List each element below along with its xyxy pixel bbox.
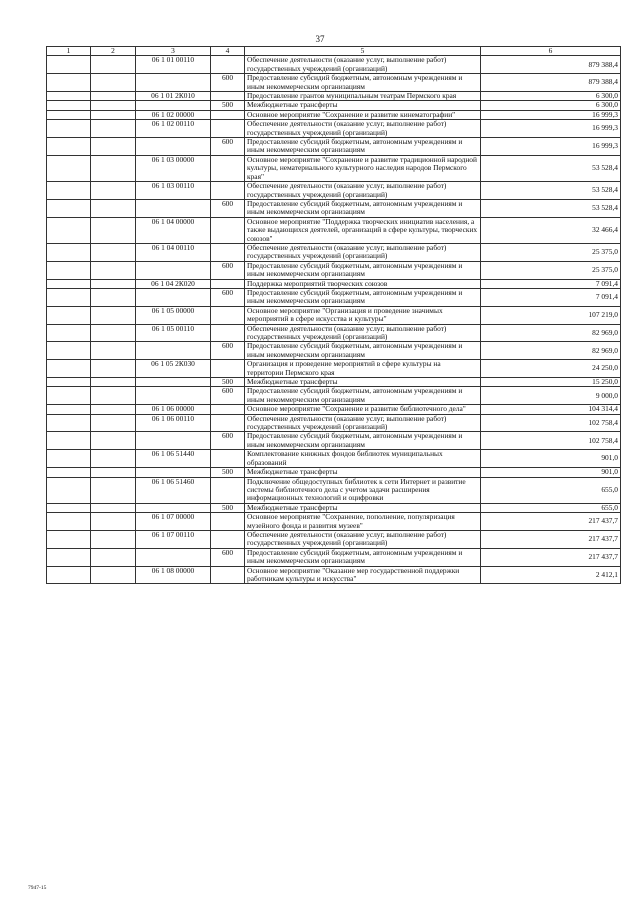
table-row — [47, 261, 621, 279]
cell-col-1 — [47, 450, 91, 468]
cell-col-2 — [91, 306, 136, 324]
expense-type-code: 600 — [211, 261, 245, 279]
target-article-code — [136, 378, 211, 387]
article-name: Предоставление субсидий бюджетным, автономным учреждениям и иным некоммерческим организациям — [245, 387, 481, 405]
target-article-code — [136, 101, 211, 110]
amount: 16 999,3 — [481, 110, 621, 119]
expense-type-code — [211, 182, 245, 200]
target-article-code: 06 1 01 00110 — [136, 56, 211, 74]
target-article-code: 06 1 07 00000 — [136, 513, 211, 531]
expense-type-code — [211, 405, 245, 414]
expense-type-code — [211, 324, 245, 342]
cell-col-2 — [91, 566, 136, 584]
cell-col-2 — [91, 138, 136, 156]
article-name: Обеспечение деятельности (оказание услуг, выполнение работ) государственных учреждений (организаций) — [245, 414, 481, 432]
cell-col-2 — [91, 530, 136, 548]
article-name: Межбюджетные трансферты — [245, 503, 481, 512]
expense-type-code: 500 — [211, 101, 245, 110]
article-name: Предоставление субсидий бюджетным, автономным учреждениям и иным некоммерческим организациям — [245, 138, 481, 156]
cell-col-1 — [47, 182, 91, 200]
article-name: Основное мероприятие "Поддержка творческих инициатив населения, а также выдающихся деятелей, организаций в сфере культуры, творческих союзов" — [245, 217, 481, 243]
table-row — [47, 120, 621, 138]
cell-col-2 — [91, 56, 136, 74]
expense-type-code: 600 — [211, 74, 245, 92]
cell-col-1 — [47, 261, 91, 279]
article-name: Предоставление субсидий бюджетным, автономным учреждениям и иным некоммерческим организациям — [245, 548, 481, 566]
cell-col-1 — [47, 387, 91, 405]
cell-col-1 — [47, 342, 91, 360]
expense-type-code: 600 — [211, 288, 245, 306]
amount: 655,0 — [481, 503, 621, 512]
cell-col-2 — [91, 513, 136, 531]
article-name: Межбюджетные трансферты — [245, 101, 481, 110]
cell-col-1 — [47, 513, 91, 531]
expense-type-code — [211, 477, 245, 503]
table-row — [47, 513, 621, 531]
cell-col-1 — [47, 110, 91, 119]
amount: 102 758,4 — [481, 414, 621, 432]
cell-col-1 — [47, 414, 91, 432]
cell-col-1 — [47, 92, 91, 101]
column-number: 4 — [211, 47, 245, 56]
cell-col-1 — [47, 503, 91, 512]
amount: 217 437,7 — [481, 530, 621, 548]
cell-col-2 — [91, 199, 136, 217]
expense-type-code — [211, 513, 245, 531]
article-name: Поддержка мероприятий творческих союзов — [245, 279, 481, 288]
budget-table — [46, 46, 621, 584]
cell-col-2 — [91, 414, 136, 432]
target-article-code — [136, 288, 211, 306]
cell-col-2 — [91, 182, 136, 200]
table-row — [47, 414, 621, 432]
target-article-code: 06 1 05 2К030 — [136, 360, 211, 378]
amount: 879 388,4 — [481, 74, 621, 92]
target-article-code: 06 1 02 00110 — [136, 120, 211, 138]
target-article-code — [136, 138, 211, 156]
cell-col-2 — [91, 468, 136, 477]
table-row — [47, 138, 621, 156]
expense-type-code: 600 — [211, 432, 245, 450]
expense-type-code — [211, 155, 245, 181]
article-name: Предоставление субсидий бюджетным, автономным учреждениям и иным некоммерческим организациям — [245, 288, 481, 306]
article-name: Предоставление субсидий бюджетным, автономным учреждениям и иным некоммерческим организациям — [245, 74, 481, 92]
amount: 107 219,0 — [481, 306, 621, 324]
article-name: Организация и проведение мероприятий в сфере культуры на территории Пермского края — [245, 360, 481, 378]
article-name: Основное мероприятие "Оказание мер государственной поддержки работникам культуры и искусства" — [245, 566, 481, 584]
article-name: Комплектование книжных фондов библиотек муниципальных образований — [245, 450, 481, 468]
amount: 25 375,0 — [481, 243, 621, 261]
amount: 7 091,4 — [481, 288, 621, 306]
target-article-code: 06 1 06 51460 — [136, 477, 211, 503]
cell-col-2 — [91, 217, 136, 243]
table-row — [47, 288, 621, 306]
cell-col-1 — [47, 548, 91, 566]
target-article-code: 06 1 06 51440 — [136, 450, 211, 468]
article-name: Предоставление субсидий бюджетным, автономным учреждениям и иным некоммерческим организациям — [245, 342, 481, 360]
footer-document-code: 7947-15 — [28, 885, 47, 891]
table-row — [47, 360, 621, 378]
expense-type-code — [211, 120, 245, 138]
amount: 217 437,7 — [481, 513, 621, 531]
cell-col-2 — [91, 120, 136, 138]
expense-type-code — [211, 360, 245, 378]
expense-type-code: 500 — [211, 378, 245, 387]
article-name: Основное мероприятие "Организация и проведение значимых мероприятий в сфере искусства и культуры" — [245, 306, 481, 324]
target-article-code: 06 1 04 2К020 — [136, 279, 211, 288]
cell-col-1 — [47, 217, 91, 243]
cell-col-1 — [47, 477, 91, 503]
cell-col-1 — [47, 120, 91, 138]
table-row — [47, 182, 621, 200]
expense-type-code: 500 — [211, 468, 245, 477]
target-article-code: 06 1 06 00000 — [136, 405, 211, 414]
expense-type-code — [211, 414, 245, 432]
article-name: Обеспечение деятельности (оказание услуг, выполнение работ) государственных учреждений (организаций) — [245, 530, 481, 548]
amount: 102 758,4 — [481, 432, 621, 450]
cell-col-2 — [91, 432, 136, 450]
target-article-code — [136, 74, 211, 92]
cell-col-2 — [91, 342, 136, 360]
article-name: Межбюджетные трансферты — [245, 378, 481, 387]
amount: 25 375,0 — [481, 261, 621, 279]
article-name: Межбюджетные трансферты — [245, 468, 481, 477]
target-article-code — [136, 199, 211, 217]
cell-col-1 — [47, 56, 91, 74]
amount: 82 969,0 — [481, 324, 621, 342]
cell-col-2 — [91, 548, 136, 566]
cell-col-2 — [91, 477, 136, 503]
amount: 901,0 — [481, 450, 621, 468]
amount: 6 300,0 — [481, 101, 621, 110]
amount: 6 300,0 — [481, 92, 621, 101]
table-row — [47, 101, 621, 110]
table-row — [47, 405, 621, 414]
expense-type-code: 600 — [211, 138, 245, 156]
target-article-code: 06 1 04 00000 — [136, 217, 211, 243]
table-row — [47, 306, 621, 324]
expense-type-code — [211, 530, 245, 548]
expense-type-code: 600 — [211, 342, 245, 360]
article-name: Предоставление субсидий бюджетным, автономным учреждениям и иным некоммерческим организациям — [245, 432, 481, 450]
target-article-code: 06 1 05 00110 — [136, 324, 211, 342]
article-name: Подключение общедоступных библиотек к сети Интернет и развитие системы библиотечного дела с учетом задачи расширения информационных технологий и оцифровки — [245, 477, 481, 503]
cell-col-2 — [91, 279, 136, 288]
expense-type-code: 500 — [211, 503, 245, 512]
cell-col-1 — [47, 324, 91, 342]
target-article-code — [136, 342, 211, 360]
amount: 53 528,4 — [481, 199, 621, 217]
table-row — [47, 243, 621, 261]
target-article-code: 06 1 07 00110 — [136, 530, 211, 548]
expense-type-code: 600 — [211, 387, 245, 405]
cell-col-1 — [47, 243, 91, 261]
article-name: Обеспечение деятельности (оказание услуг, выполнение работ) государственных учреждений (организаций) — [245, 324, 481, 342]
article-name: Обеспечение деятельности (оказание услуг, выполнение работ) государственных учреждений (организаций) — [245, 182, 481, 200]
cell-col-1 — [47, 199, 91, 217]
cell-col-1 — [47, 405, 91, 414]
article-name: Основное мероприятие "Сохранение, пополнение, популяризация музейного фонда и развития музеев" — [245, 513, 481, 531]
table-row — [47, 342, 621, 360]
article-name: Предоставление субсидий бюджетным, автономным учреждениям и иным некоммерческим организациям — [245, 199, 481, 217]
table-row — [47, 199, 621, 217]
target-article-code — [136, 468, 211, 477]
cell-col-1 — [47, 468, 91, 477]
amount: 7 091,4 — [481, 279, 621, 288]
table-row — [47, 477, 621, 503]
amount: 901,0 — [481, 468, 621, 477]
amount: 879 388,4 — [481, 56, 621, 74]
target-article-code: 06 1 04 00110 — [136, 243, 211, 261]
table-row — [47, 217, 621, 243]
amount: 104 314,4 — [481, 405, 621, 414]
amount: 655,0 — [481, 477, 621, 503]
amount: 53 528,4 — [481, 155, 621, 181]
cell-col-2 — [91, 261, 136, 279]
article-name: Предоставление субсидий бюджетным, автономным учреждениям и иным некоммерческим организациям — [245, 261, 481, 279]
expense-type-code — [211, 243, 245, 261]
cell-col-1 — [47, 138, 91, 156]
cell-col-2 — [91, 110, 136, 119]
cell-col-2 — [91, 450, 136, 468]
cell-col-2 — [91, 243, 136, 261]
table-row — [47, 566, 621, 584]
amount: 53 528,4 — [481, 182, 621, 200]
column-number: 1 — [47, 47, 91, 56]
cell-col-2 — [91, 288, 136, 306]
column-number: 5 — [245, 47, 481, 56]
column-number: 2 — [91, 47, 136, 56]
cell-col-2 — [91, 324, 136, 342]
table-row — [47, 324, 621, 342]
cell-col-2 — [91, 360, 136, 378]
cell-col-2 — [91, 503, 136, 512]
amount: 32 466,4 — [481, 217, 621, 243]
cell-col-2 — [91, 92, 136, 101]
target-article-code: 06 1 03 00110 — [136, 182, 211, 200]
cell-col-1 — [47, 155, 91, 181]
cell-col-2 — [91, 378, 136, 387]
target-article-code — [136, 261, 211, 279]
amount: 16 999,3 — [481, 138, 621, 156]
table-body — [47, 56, 621, 584]
amount: 82 969,0 — [481, 342, 621, 360]
target-article-code: 06 1 05 00000 — [136, 306, 211, 324]
target-article-code: 06 1 02 00000 — [136, 110, 211, 119]
column-number: 3 — [136, 47, 211, 56]
column-number: 6 — [481, 47, 621, 56]
target-article-code — [136, 432, 211, 450]
cell-col-1 — [47, 74, 91, 92]
cell-col-1 — [47, 432, 91, 450]
cell-col-1 — [47, 288, 91, 306]
target-article-code: 06 1 06 00110 — [136, 414, 211, 432]
cell-col-2 — [91, 74, 136, 92]
table-row — [47, 74, 621, 92]
amount: 15 250,0 — [481, 378, 621, 387]
amount: 24 250,0 — [481, 360, 621, 378]
table-row — [47, 450, 621, 468]
target-article-code: 06 1 08 00000 — [136, 566, 211, 584]
cell-col-2 — [91, 387, 136, 405]
amount: 16 999,3 — [481, 120, 621, 138]
expense-type-code: 600 — [211, 548, 245, 566]
amount: 2 412,1 — [481, 566, 621, 584]
target-article-code — [136, 548, 211, 566]
cell-col-1 — [47, 306, 91, 324]
amount: 9 000,0 — [481, 387, 621, 405]
target-article-code — [136, 387, 211, 405]
table-row — [47, 530, 621, 548]
target-article-code: 06 1 03 00000 — [136, 155, 211, 181]
expense-type-code — [211, 56, 245, 74]
article-name: Основное мероприятие "Сохранение и развитие кинематографии" — [245, 110, 481, 119]
page-number: 37 — [315, 34, 325, 44]
cell-col-2 — [91, 405, 136, 414]
expense-type-code — [211, 450, 245, 468]
expense-type-code — [211, 217, 245, 243]
article-name: Обеспечение деятельности (оказание услуг, выполнение работ) государственных учреждений (организаций) — [245, 56, 481, 74]
table-row — [47, 548, 621, 566]
cell-col-2 — [91, 155, 136, 181]
cell-col-1 — [47, 566, 91, 584]
table-row — [47, 432, 621, 450]
table-row — [47, 387, 621, 405]
amount: 217 437,7 — [481, 548, 621, 566]
cell-col-2 — [91, 101, 136, 110]
article-name: Основное мероприятие "Сохранение и развитие библиотечного дела" — [245, 405, 481, 414]
article-name: Основное мероприятие "Сохранение и развитие традиционной народной культуры, нематериального культурного наследия народов Пермского края" — [245, 155, 481, 181]
expense-type-code — [211, 566, 245, 584]
table-row — [47, 468, 621, 477]
cell-col-1 — [47, 279, 91, 288]
expense-type-code — [211, 110, 245, 119]
article-name: Предоставление грантов муниципальным театрам Пермского края — [245, 92, 481, 101]
expense-type-code — [211, 306, 245, 324]
target-article-code: 06 1 01 2К010 — [136, 92, 211, 101]
article-name: Обеспечение деятельности (оказание услуг, выполнение работ) государственных учреждений (организаций) — [245, 243, 481, 261]
cell-col-1 — [47, 530, 91, 548]
table-row — [47, 56, 621, 74]
cell-col-1 — [47, 360, 91, 378]
table-row — [47, 155, 621, 181]
article-name: Обеспечение деятельности (оказание услуг, выполнение работ) государственных учреждений (организаций) — [245, 120, 481, 138]
expense-type-code: 600 — [211, 199, 245, 217]
cell-col-1 — [47, 101, 91, 110]
cell-col-1 — [47, 378, 91, 387]
